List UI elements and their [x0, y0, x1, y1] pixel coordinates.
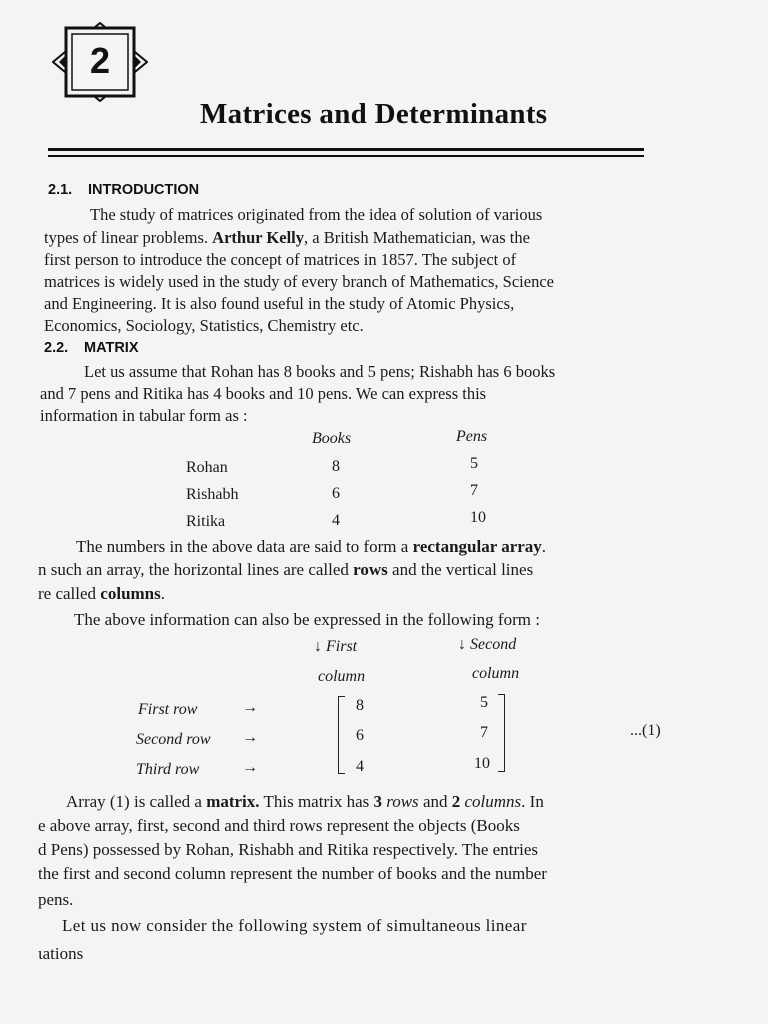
text: and the vertical lines — [387, 560, 534, 579]
section-number: 2.2. — [44, 340, 69, 356]
text: re called — [38, 584, 101, 603]
table-cell-books: 8 — [332, 458, 340, 475]
text: and — [418, 792, 452, 811]
text: types of linear problems. — [44, 228, 213, 247]
row-arrow-icon: → — [242, 699, 258, 716]
intro-line-5 — [44, 294, 514, 314]
table-row-name: Ritika — [186, 513, 226, 530]
matrix-entry: 8 — [356, 697, 364, 714]
text: . In — [521, 792, 544, 811]
para4-line-5: pens. — [38, 890, 74, 909]
table-row-name: Rohan — [186, 459, 228, 476]
table-cell-books: 4 — [332, 512, 340, 529]
text: rows — [386, 792, 419, 811]
text: . — [541, 537, 547, 556]
text: . — [160, 584, 166, 603]
text: The numbers in the above data are said to form a — [76, 537, 413, 556]
chapter-number: 2 — [89, 40, 111, 81]
para3-line: The above information can also be expressed in the following form : — [74, 610, 540, 629]
term-columns: columns — [100, 584, 161, 603]
row-label-second: Second row — [136, 731, 211, 748]
column-count: 2 — [451, 792, 461, 811]
para5-line-2: ɩations — [38, 944, 84, 963]
matrix-intro-line-3: information in tabular form as : — [40, 406, 248, 425]
para2-line-3 — [38, 584, 165, 604]
para4-line-3: d Pens) possessed by Rohan, Rishabh and Ritika respectively. The entries — [38, 840, 538, 859]
table-cell-pens: 5 — [470, 455, 478, 472]
row-arrow-icon: → — [242, 729, 258, 746]
row-arrow-icon: → — [242, 759, 258, 776]
para5-line-1: Let us now consider the following system of simultaneous linear — [62, 916, 527, 935]
matrix-entry: 7 — [480, 724, 488, 741]
intro-line-6 — [44, 316, 364, 336]
para4-line-4: the first and second column represent the number of books and the number — [38, 864, 547, 883]
text: n such an array, the horizontal lines are called — [38, 560, 354, 579]
intro-line-3 — [44, 250, 516, 270]
column-label-first-sub: column — [318, 668, 366, 685]
intro-line-1 — [90, 205, 542, 225]
table-header-books: Books — [312, 430, 352, 447]
table-cell-books: 6 — [332, 485, 340, 502]
section-heading-matrix — [44, 340, 139, 356]
text: first person to introduce the concept of matrices in 1857. The subject of — [44, 250, 517, 269]
person-name: Arthur Kelly — [212, 228, 304, 247]
para2-line-2 — [38, 560, 533, 580]
row-count: 3 — [373, 792, 382, 811]
para2-line-1 — [76, 537, 546, 557]
column-label-second-sub: column — [472, 665, 520, 682]
matrix-entry: 5 — [480, 694, 488, 711]
matrix-intro-line-1: Let us assume that Rohan has 8 books and 5 pens; Rishabh has 6 books — [84, 362, 556, 381]
intro-line-2 — [44, 228, 530, 248]
text: Economics, Sociology, Statistics, Chemistry etc. — [44, 316, 364, 335]
intro-line-4 — [44, 272, 554, 292]
column-label-first: ↓ First — [314, 638, 358, 655]
section-number: 2.1. — [48, 182, 73, 198]
text: This matrix has — [259, 792, 374, 811]
chapter-badge — [52, 22, 148, 102]
text: matrices is widely used in the study of every branch of Mathematics, Science — [44, 272, 554, 291]
text: columns — [464, 792, 522, 811]
matrix-entry: 6 — [356, 727, 364, 744]
table-cell-pens: 7 — [470, 482, 478, 499]
section-heading-introduction — [48, 182, 199, 198]
matrix-left-bracket — [338, 696, 345, 774]
row-label-first: First row — [138, 701, 198, 718]
title-rule-thick — [48, 148, 644, 151]
term-rows: rows — [353, 560, 388, 579]
table-row-name: Rishabh — [186, 486, 239, 503]
matrix-right-bracket — [498, 694, 505, 772]
para4-line-2: e above array, first, second and third rows represent the objects (Books — [38, 816, 520, 835]
equation-reference: ...(1) — [630, 722, 661, 739]
para4-line-1 — [66, 792, 544, 812]
section-title: MATRIX — [84, 340, 139, 356]
matrix-entry: 4 — [356, 758, 364, 775]
chapter-title: Matrices and Determinants — [200, 98, 548, 130]
row-label-third: Third row — [136, 761, 200, 778]
text: Array (1) is called a — [66, 792, 207, 811]
text: and Engineering. It is also found useful in the study of Atomic Physics, — [44, 294, 515, 313]
title-rule-thin — [48, 155, 644, 157]
column-label-second: ↓ Second — [458, 636, 517, 653]
term-matrix: matrix. — [206, 792, 260, 811]
matrix-intro-line-2: and 7 pens and Ritika has 4 books and 10 pens. We can express this — [40, 384, 487, 403]
table-header-pens: Pens — [456, 428, 488, 445]
text: The study of matrices originated from the idea of solution of various — [90, 205, 543, 224]
text: , a British Mathematician, was the — [304, 228, 530, 247]
table-cell-pens: 10 — [470, 509, 486, 526]
term-rectangular-array: rectangular array — [412, 537, 542, 556]
section-title: INTRODUCTION — [88, 182, 200, 198]
matrix-entry: 10 — [474, 755, 490, 772]
